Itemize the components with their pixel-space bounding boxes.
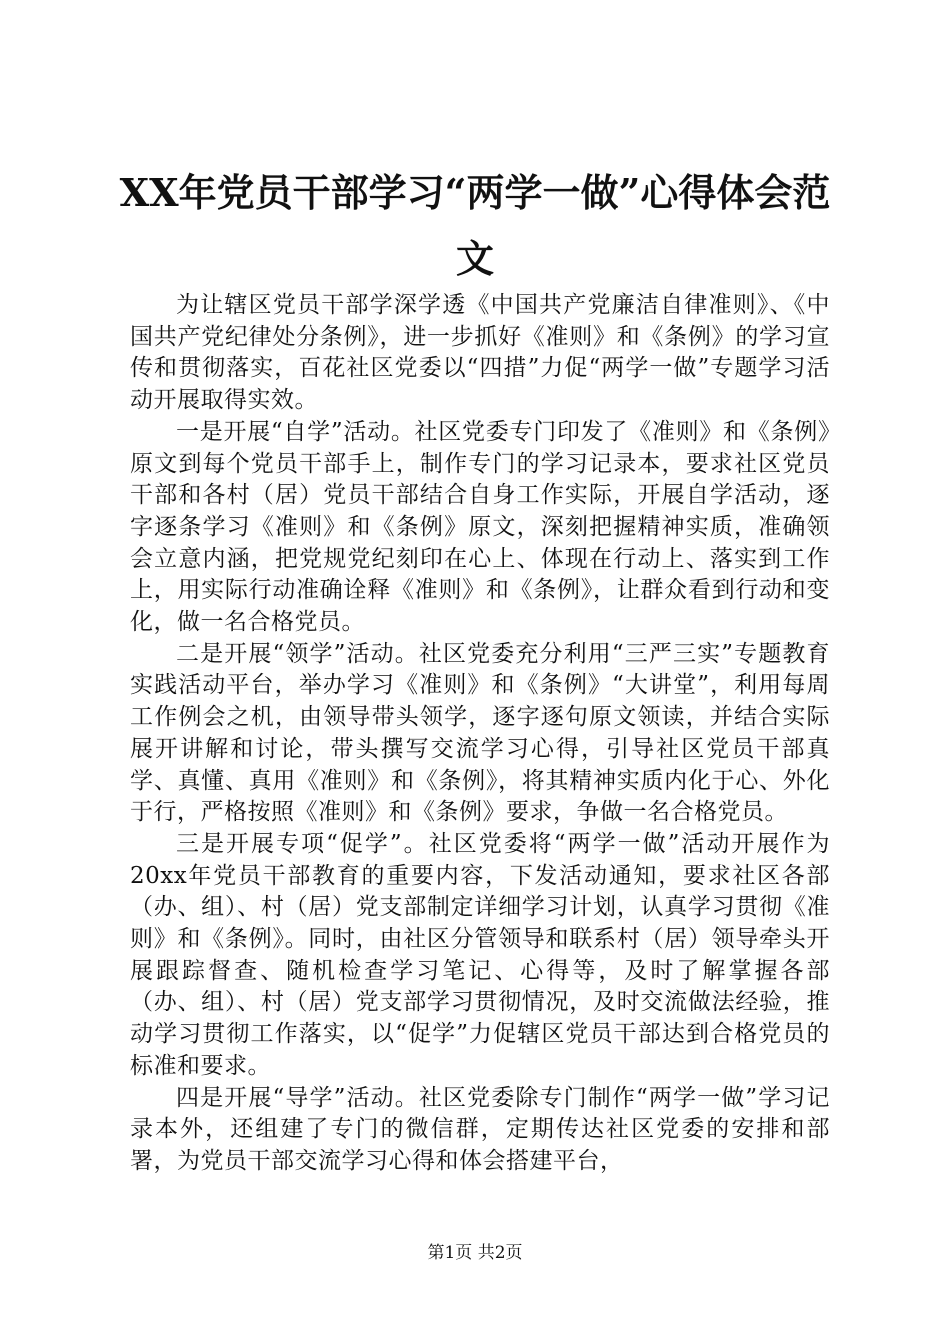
title-line-2: 文 [455,236,494,281]
paragraph-lead-study: 二是开展“领学”活动。社区党委充分利用“三严三实”专题教育实践活动平台，举办学习《准则》和《条例》“大讲堂”，利用每周工作例会之机，由领导带头领学，逐字逐句原文领读，并结合实际展开讲解和讨论，带头撰写交流学习心得，引导社区党员干部真学、真懂、真用《准则》和《条例》，将其精神实质内化于心、外化于行，严格按照《准则》和《条例》要求，争做一名合格党员。 [130,640,830,826]
paragraph-self-study: 一是开展“自学”活动。社区党委专门印发了《准则》和《条例》原文到每个党员干部手上，制作专门的学习记录本，要求社区党员干部和各村（居）党员干部结合自身工作实际，开展自学活动，逐字逐条学习《准则》和《条例》原文，深刻把握精神实质，准确领会立意内涵，把党规党纪刻印在心上、体现在行动上、落实到工作上，用实际行动准确诠释《准则》和《条例》，让群众看到行动和变化，做一名合格党员。 [130,418,830,636]
document-title [0,160,950,292]
title-line-1: XX年党员干部学习“两学一做”心得体会范 [119,170,831,215]
paragraph-intro: 为让辖区党员干部学深学透《中国共产党廉洁自律准则》、《中国共产党纪律处分条例》，进一步抓好《准则》和《条例》的学习宣传和贯彻落实，百花社区党委以“四措”力促“两学一做”专题学习活动开展取得实效。 [130,292,830,414]
paragraph-guide-study: 四是开展“导学”活动。社区党委除专门制作“两学一做”学习记录本外，还组建了专门的微信群，定期传达社区党委的安排和部署，为党员干部交流学习心得和体会搭建平台， [130,1084,830,1174]
page-footer: 第1页 共2页 [427,1243,523,1263]
document-body [130,290,830,1178]
paragraph-promote-study: 三是开展专项“促学”。社区党委将“两学一做”活动开展作为20xx年党员干部教育的重要内容，下发活动通知，要求社区各部（办、组）、村（居）党支部制定详细学习计划，认真学习贯彻《准则》和《条例》。同时，由社区分管领导和联系村（居）领导牵头开展跟踪督查、随机检查学习笔记、心得等，及时了解掌握各部（办、组）、村（居）党支部学习贯彻情况，及时交流做法经验，推动学习贯彻工作落实，以“促学”力促辖区党员干部达到合格党员的标准和要求。 [130,830,830,1079]
